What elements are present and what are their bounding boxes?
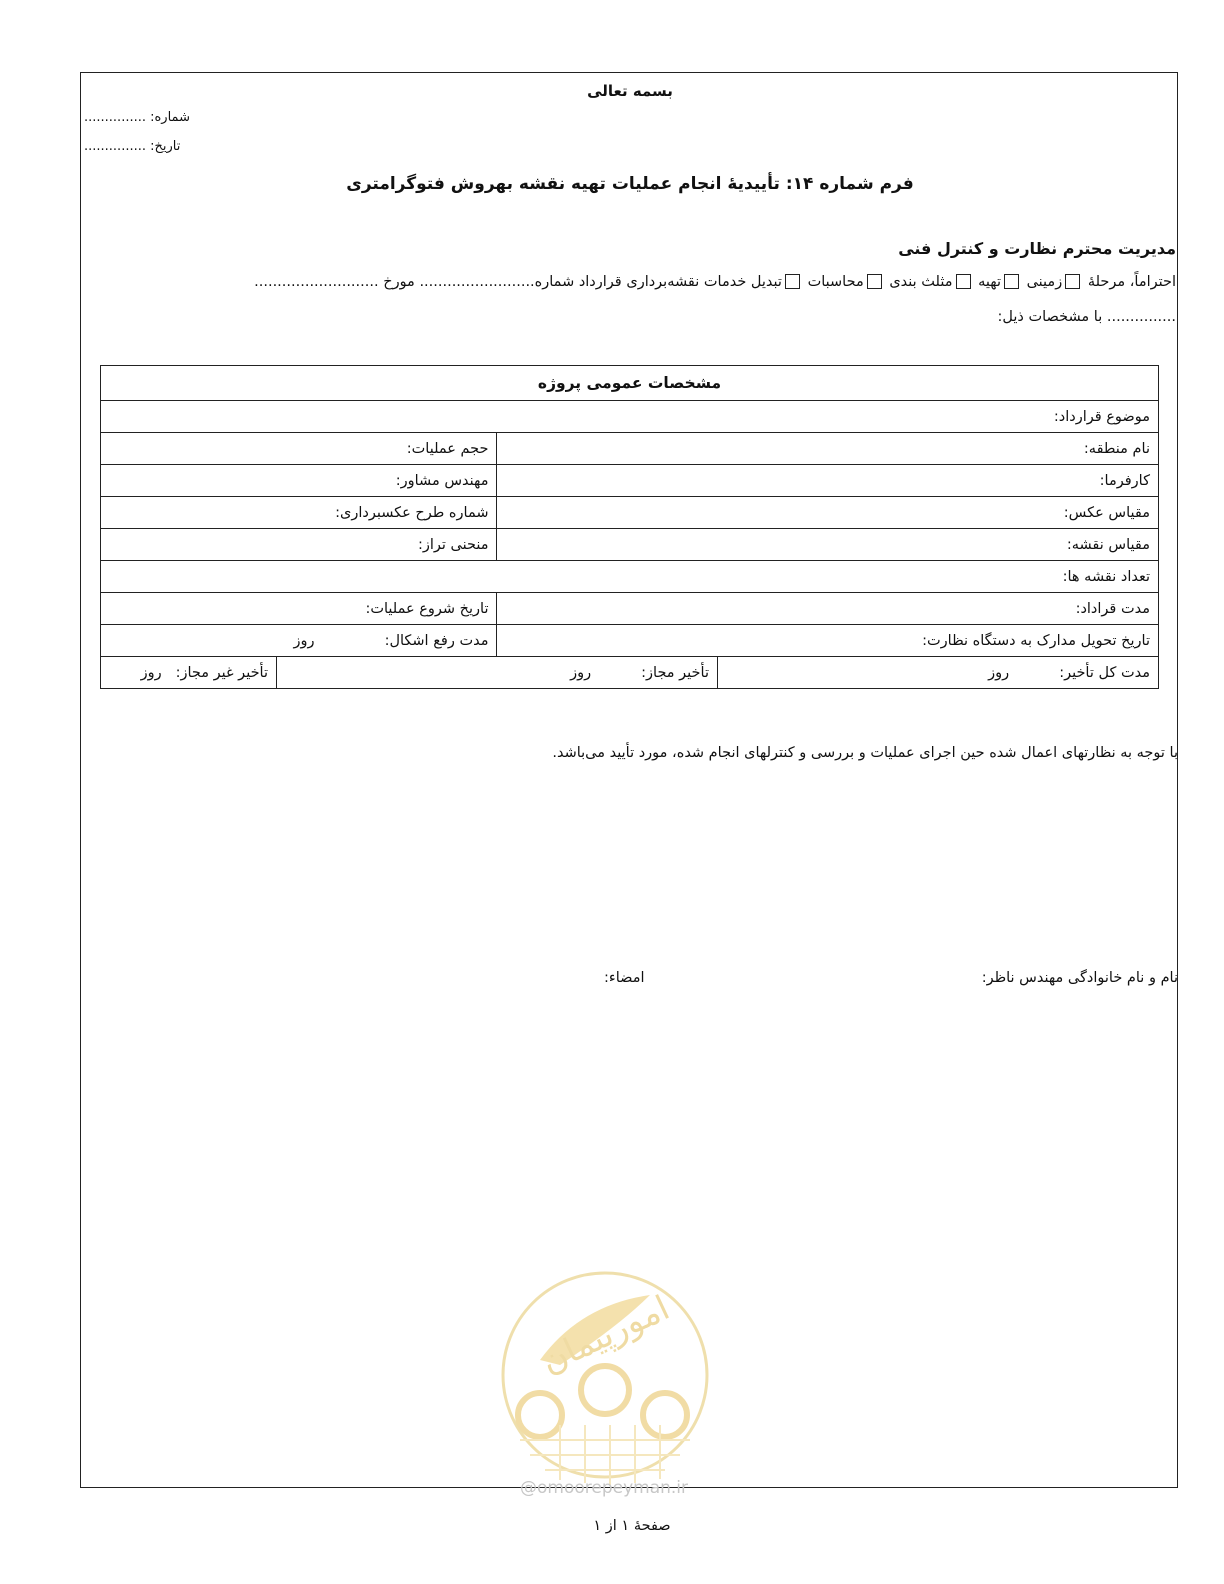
contract-duration-cell[interactable]: مدت قراداد: [497,593,1159,625]
fix-duration-unit: روز [293,632,315,649]
contour-curve-cell[interactable]: منحنی تراز: [101,529,497,561]
watermark-url: @omoorepeyman.ir [520,1478,689,1498]
stamp-logo-icon [500,1265,710,1495]
option-dated: مورخ [383,274,415,290]
photo-scale-cell[interactable]: مقیاس عکس: [497,497,1159,529]
page-number: صفحهٔ ۱ از ۱ [593,1518,671,1534]
operation-volume-cell[interactable]: حجم عملیات: [101,433,497,465]
map-scale-cell[interactable]: مقیاس نقشه: [497,529,1159,561]
stamp-logo-text: امورپیمان [535,1288,676,1382]
signature-label: امضاء: [604,970,645,986]
disallowed-delay-label: تأخیر غیر مجاز: [175,664,268,681]
checkbox-triangulation[interactable] [956,274,971,289]
allowed-delay-unit: روز [570,664,592,681]
allowed-delay-label: تأخیر مجاز: [641,664,709,681]
bismillah: بسمه تعالی [587,82,673,100]
engineer-name-label: نام و نام خانوادگی مهندس ناظر: [981,970,1178,986]
delivery-date-cell[interactable]: تاریخ تحویل مدارک به دستگاه نظارت: [497,625,1159,657]
intro-line-2: ............... با مشخصات ذیل: [997,309,1176,325]
number-field: شماره: ............... [84,110,190,125]
checkbox-preparation[interactable] [1004,274,1019,289]
option-calculations: محاسبات [807,274,864,290]
dated-dots: ........................... [254,274,379,290]
consultant-cell[interactable]: مهندس مشاور: [101,465,497,497]
option-conversion: تبدیل خدمات نقشه‌برداری قرارداد شماره......................... [419,274,782,290]
confirmation-text: با توجه به نظارتهای اعمال شده حین اجرای عملیات و بررسی و کنترلهای انجام شده، مورد تأیید می‌باشد. [552,745,1178,761]
total-delay-cell[interactable] [717,657,1158,689]
checkbox-calculations[interactable] [867,274,882,289]
intro-line-1 [254,274,1176,290]
table-heading: مشخصات عمومی پروژه [101,366,1159,401]
total-delay-unit: روز [988,664,1010,681]
photo-plan-number-cell[interactable]: شماره طرح عکسبرداری: [101,497,497,529]
project-specs-table [100,365,1159,689]
disallowed-delay-unit: روز [140,664,162,681]
checkbox-conversion[interactable] [785,274,800,289]
disallowed-delay-cell[interactable] [101,657,277,689]
fix-duration-cell[interactable] [101,625,497,657]
fix-duration-label: مدت رفع اشکال: [384,632,489,649]
option-preparation: تهیه [978,274,1001,290]
start-date-cell[interactable]: تاریخ شروع عملیات: [101,593,497,625]
allowed-delay-cell[interactable] [276,657,717,689]
option-triangulation: مثلث بندی [889,274,953,290]
employer-cell[interactable]: کارفرما: [497,465,1159,497]
total-delay-label: مدت کل تأخیر: [1059,664,1150,681]
region-name-cell[interactable]: نام منطقه: [497,433,1159,465]
contract-subject-cell[interactable]: موضوع قرارداد: [101,401,1159,433]
date-field: تاریخ: ............... [84,139,181,154]
option-ground: زمینی [1026,274,1063,290]
addressee: مدیریت محترم نظارت و کنترل فنی [898,239,1176,258]
map-count-cell[interactable]: تعداد نقشه ها: [101,561,1159,593]
form-title: فرم شماره ۱۴: تأییدیهٔ انجام عملیات تهیه نقشه بهروش فتوگرامتری [346,174,914,194]
intro-start: احتراماً، مرحلهٔ [1087,274,1176,290]
checkbox-ground[interactable] [1065,274,1080,289]
